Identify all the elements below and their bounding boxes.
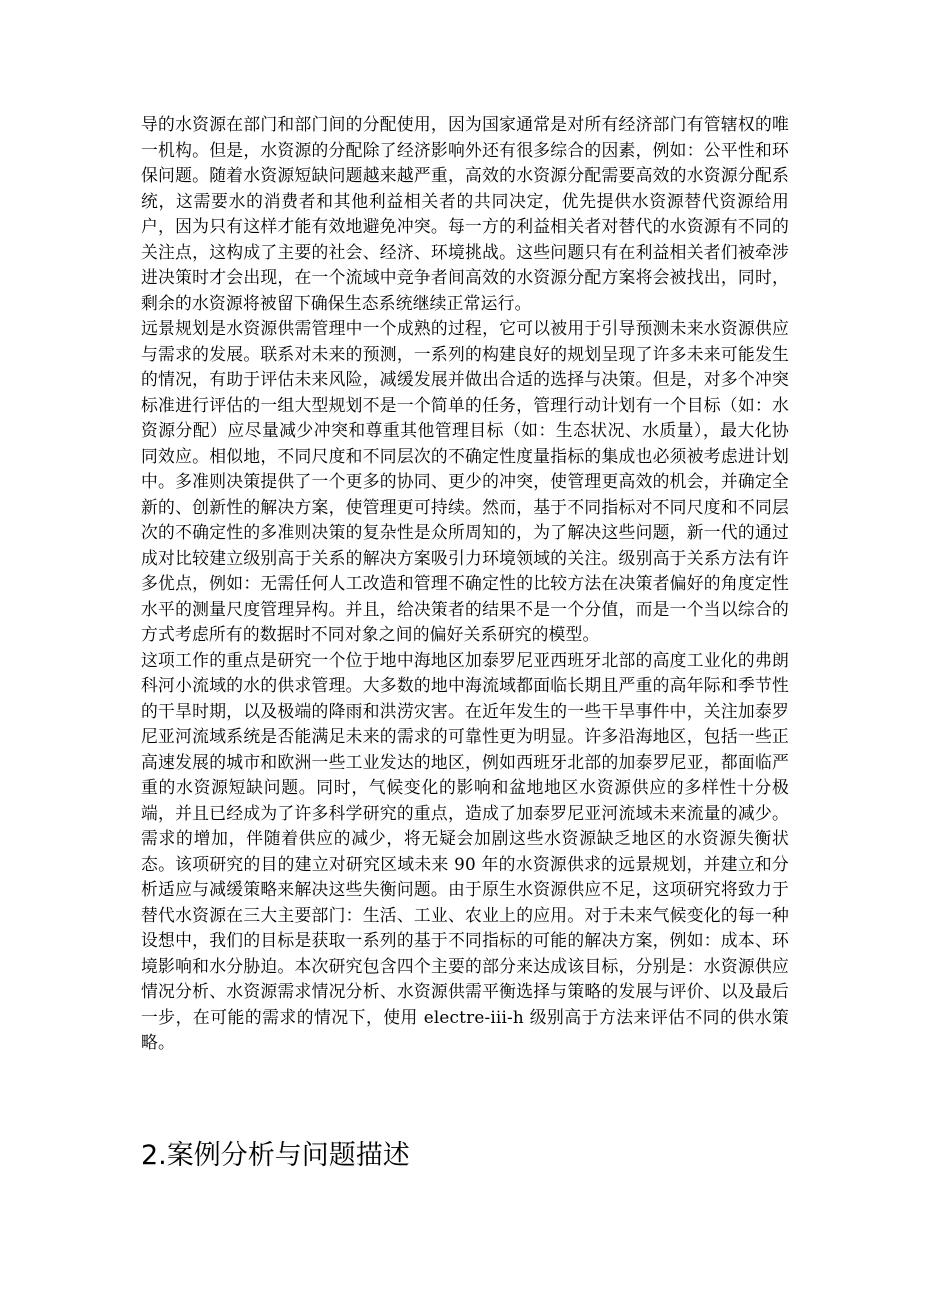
- body-text: [141, 112, 789, 1056]
- paragraph-study-focus: 这项工作的重点是研究一个位于地中海地区加泰罗尼亚西班牙北部的高度工业化的弗朗科河小流域的水的供求管理。大多数的地中海流域都面临长期且严重的高年际和季节性的干旱时期，以及极端的降雨和洪涝灾害。在近年发生的一些干旱事件中，关注加泰罗尼亚河流域系统是否能满足未来的需求的可靠性更为明显。许多沿海地区，包括一些正高速发展的城市和欧洲一些工业发达的地区，例如西班牙北部的加泰罗尼亚，都面临严重的水资源短缺问题。同时，气候变化的影响和盆地地区水资源供应的多样性十分极端，并且已经成为了许多科学研究的重点，造成了加泰罗尼亚河流域未来流量的减少。需求的增加，伴随着供应的减少，将无疑会加剧这些水资源缺乏地区的水资源失衡状态。该项研究的目的建立对研究区域未来 90 年的水资源供求的远景规划，并建立和分析适应与减缓策略来解决这些失衡问题。由于原生水资源供应不足，这项研究将致力于替代水资源在三大主要部门：生活、工业、农业上的应用。对于未来气候变化的每一种设想中，我们的目标是获取一系列的基于不同指标的可能的解决方案，例如：成本、环境影响和水分胁迫。本次研究包含四个主要的部分来达成该目标，分别是：水资源供应情况分析、水资源需求情况分析、水资源供需平衡选择与策略的发展与评价、以及最后一步，在可能的需求的情况下，使用 electre-iii-h 级别高于方法来评估不同的供水策略。: [141, 649, 789, 1052]
- paragraph-scenario-planning: 远景规划是水资源供需管理中一个成熟的过程，它可以被用于引导预测未来水资源供应与需求的发展。联系对未来的预测，一系列的构建良好的规划呈现了许多未来可能发生的情况，有助于评估未来风险，减缓发展并做出合适的选择与决策。但是，对多个冲突标准进行评估的一组大型规划不是一个简单的任务，管理行动计划有一个目标（如：水资源分配）应尽量减少冲突和尊重其他管理目标（如：生态状况、水质量），最大化协同效应。相似地，不同尺度和不同层次的不确定性度量指标的集成也必须被考虑进计划中。多准则决策提供了一个更多的协同、更少的冲突，使管理更高效的机会，并确定全新的、创新性的解决方案，使管理更可持续。然而，基于不同指标对不同尺度和不同层次的不确定性的多准则决策的复杂性是众所周知的，为了解决这些问题，新一代的通过成对比较建立级别高于关系的解决方案吸引力环境领域的关注。级别高于关系方法有许多优点，例如：无需任何人工改造和管理不确定性的比较方法在决策者偏好的角度定性水平的测量尺度管理异构。并且，给决策者的结果不是一个分值，而是一个当以综合的方式考虑所有的数据时不同对象之间的偏好关系研究的模型。: [141, 318, 789, 644]
- section-heading: 2.案例分析与问题描述: [141, 1140, 410, 1171]
- paragraph-allocation: 导的水资源在部门和部门间的分配使用，因为国家通常是对所有经济部门有管辖权的唯一机构。但是，水资源的分配除了经济影响外还有很多综合的因素，例如：公平性和环保问题。随着水资源短缺问题越来越严重，高效的水资源分配需要高效的水资源分配系统，这需要水的消费者和其他利益相关者的共同决定，优先提供水资源替代资源给用户，因为只有这样才能有效地避免冲突。每一方的利益相关者对替代的水资源有不同的关注点，这构成了主要的社会、经济、环境挑战。这些问题只有在利益相关者们被牵涉进决策时才会出现，在一个流域中竞争者间高效的水资源分配方案将会被找出，同时，剩余的水资源将被留下确保生态系统继续正常运行。: [141, 114, 789, 313]
